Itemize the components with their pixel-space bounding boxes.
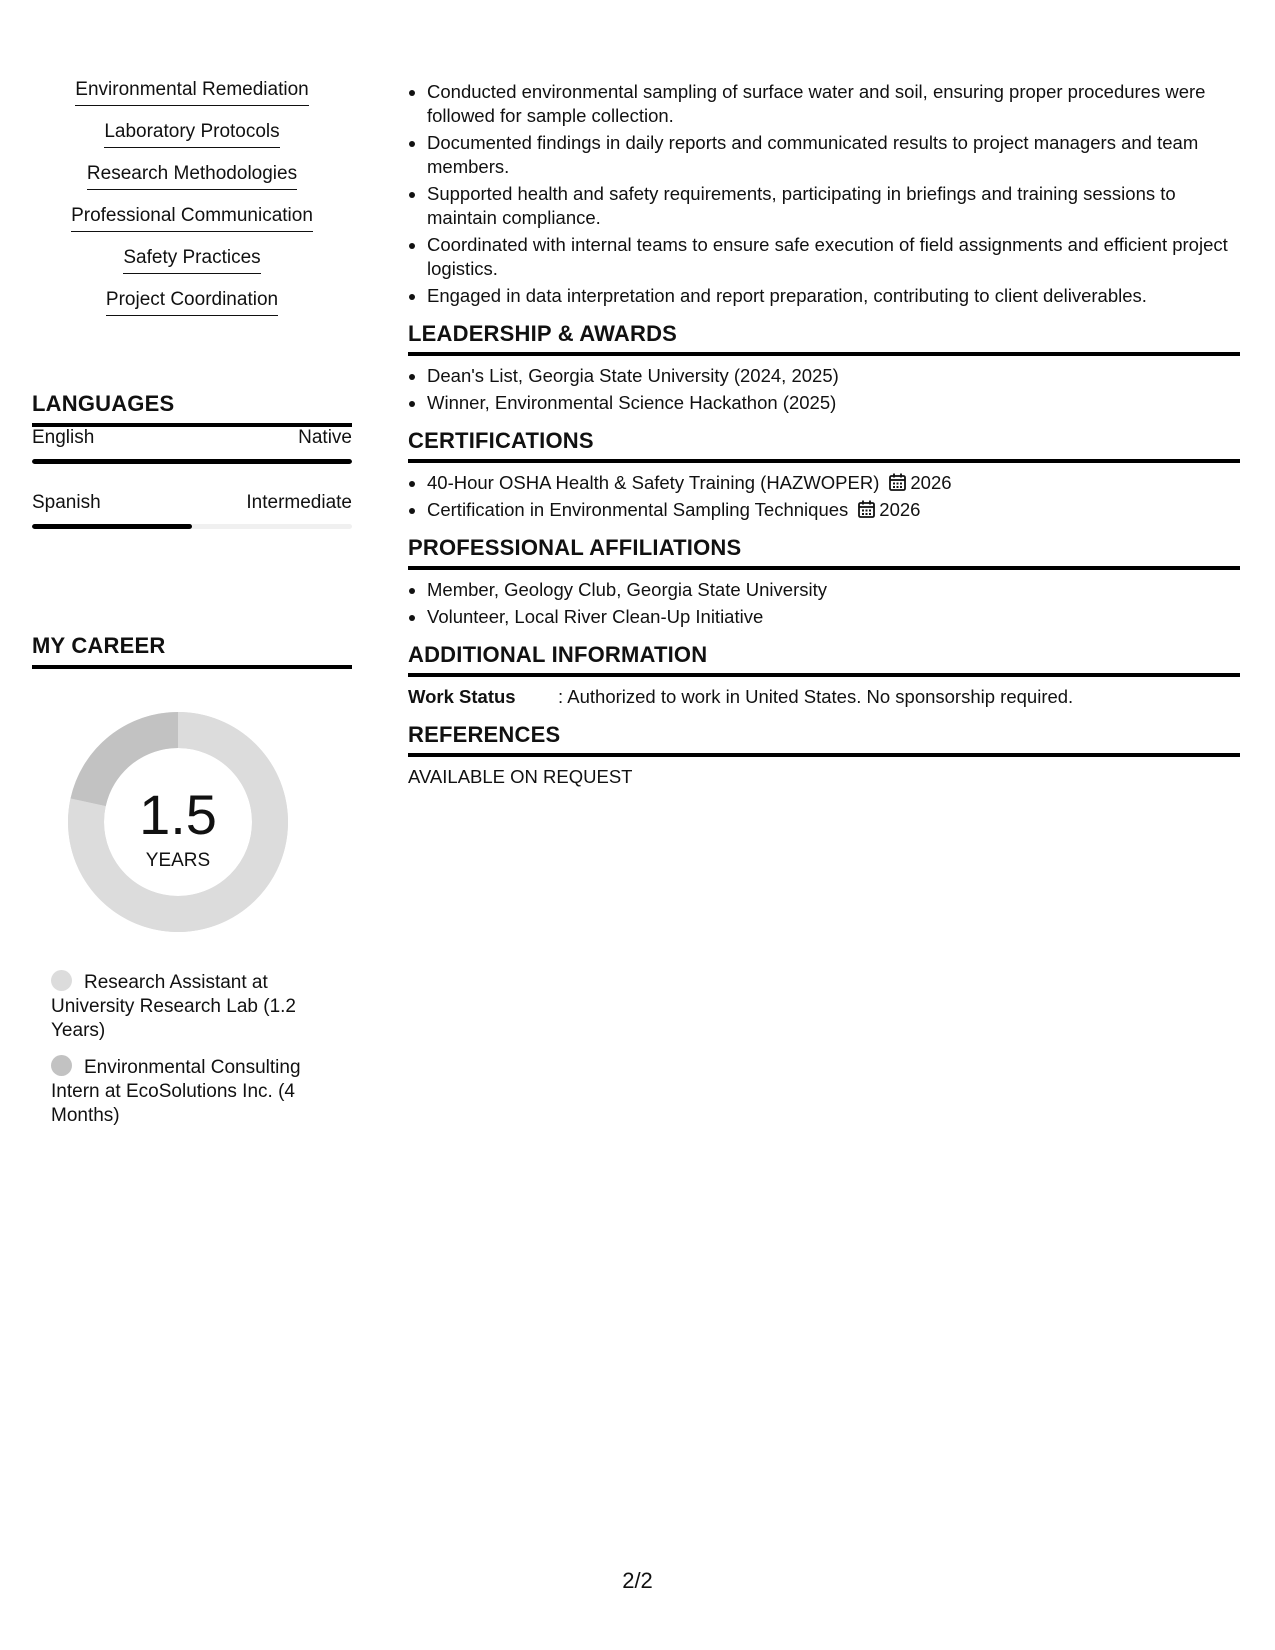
proficiency-bar	[32, 524, 352, 529]
experience-bullets	[408, 80, 1240, 308]
legend-item	[51, 970, 311, 1043]
skill-tag: Safety Practices	[123, 246, 260, 274]
donut-center	[66, 710, 290, 934]
section-heading: REFERENCES	[408, 722, 1240, 757]
skill-tag: Professional Communication	[71, 204, 313, 232]
language-row-english	[32, 426, 352, 464]
calendar-icon	[889, 473, 906, 491]
list-item	[32, 288, 352, 316]
work-status-label: Work Status	[408, 686, 516, 707]
proficiency-fill	[32, 459, 352, 464]
legend-item	[51, 1055, 311, 1128]
legend-dot-icon	[51, 1055, 72, 1076]
proficiency-fill	[32, 524, 192, 529]
skills-list	[32, 78, 352, 316]
legend-dot-icon	[51, 970, 72, 991]
list-item	[427, 471, 1240, 495]
language-name: Spanish	[32, 492, 101, 513]
list-item: • Coordinated with internal teams to ensure safe execution of field assignments and efficient project logistics.	[427, 233, 1240, 281]
leadership-section	[408, 321, 1240, 415]
calendar-icon	[858, 500, 875, 518]
certifications-section	[408, 428, 1240, 522]
legend-label: Research Assistant at University Research Lab (1.2 Years)	[51, 972, 296, 1041]
list-item	[32, 78, 352, 106]
language-level: Native	[298, 427, 352, 448]
skill-tag: Laboratory Protocols	[104, 120, 279, 148]
list-item: • Dean's List, Georgia State University (2024, 2025)	[427, 364, 1240, 388]
references-section	[408, 722, 1240, 789]
section-heading: ADDITIONAL INFORMATION	[408, 642, 1240, 677]
list-item	[427, 498, 1240, 522]
leadership-list	[408, 364, 1240, 415]
career-heading: MY CAREER	[32, 633, 352, 669]
section-heading: CERTIFICATIONS	[408, 428, 1240, 463]
certification-year: 2026	[879, 499, 921, 520]
certification-name: Certification in Environmental Sampling Techniques	[427, 499, 849, 520]
references-text: AVAILABLE ON REQUEST	[408, 766, 633, 787]
legend-label: Environmental Consulting Intern at EcoSolutions Inc. (4 Months)	[51, 1057, 301, 1126]
right-column	[408, 80, 1240, 789]
career-donut-chart	[66, 710, 290, 934]
list-item	[32, 204, 352, 232]
list-item: • Conducted environmental sampling of surface water and soil, ensuring proper procedures were followed for sample collection.	[427, 80, 1240, 128]
languages-heading: LANGUAGES	[32, 391, 352, 427]
career-legend	[51, 970, 311, 1140]
list-item: • Member, Geology Club, Georgia State University	[427, 578, 1240, 602]
work-status-value: : Authorized to work in United States. No sponsorship required.	[558, 686, 1074, 707]
affiliations-list	[408, 578, 1240, 629]
skill-tag: Project Coordination	[106, 288, 278, 316]
skill-tag: Research Methodologies	[87, 162, 297, 190]
page-indicator: 2/2	[622, 1568, 653, 1593]
list-item: • Documented findings in daily reports and communicated results to project managers and team members.	[427, 131, 1240, 179]
list-item	[32, 162, 352, 190]
list-item: • Supported health and safety requirements, participating in briefings and training sessions to maintain compliance.	[427, 182, 1240, 230]
list-item: • Volunteer, Local River Clean-Up Initiative	[427, 605, 1240, 629]
list-item: • Winner, Environmental Science Hackathon (2025)	[427, 391, 1240, 415]
section-heading: LEADERSHIP & AWARDS	[408, 321, 1240, 356]
affiliations-section	[408, 535, 1240, 629]
proficiency-bar	[32, 459, 352, 464]
career-unit: YEARS	[145, 850, 211, 871]
certifications-list	[408, 471, 1240, 522]
left-column	[32, 78, 352, 1126]
work-status-row	[408, 685, 1240, 709]
skill-tag: Environmental Remediation	[75, 78, 308, 106]
list-item	[32, 246, 352, 274]
section-heading: PROFESSIONAL AFFILIATIONS	[408, 535, 1240, 570]
certification-name: 40-Hour OSHA Health & Safety Training (HAZWOPER)	[427, 472, 880, 493]
certification-year: 2026	[910, 472, 952, 493]
list-item: • Engaged in data interpretation and report preparation, contributing to client deliverables.	[427, 284, 1240, 308]
list-item	[32, 120, 352, 148]
language-level: Intermediate	[246, 492, 352, 513]
additional-info-section	[408, 642, 1240, 709]
career-total-years: 1.5	[139, 783, 217, 846]
language-name: English	[32, 427, 95, 448]
language-row-spanish	[32, 491, 352, 529]
